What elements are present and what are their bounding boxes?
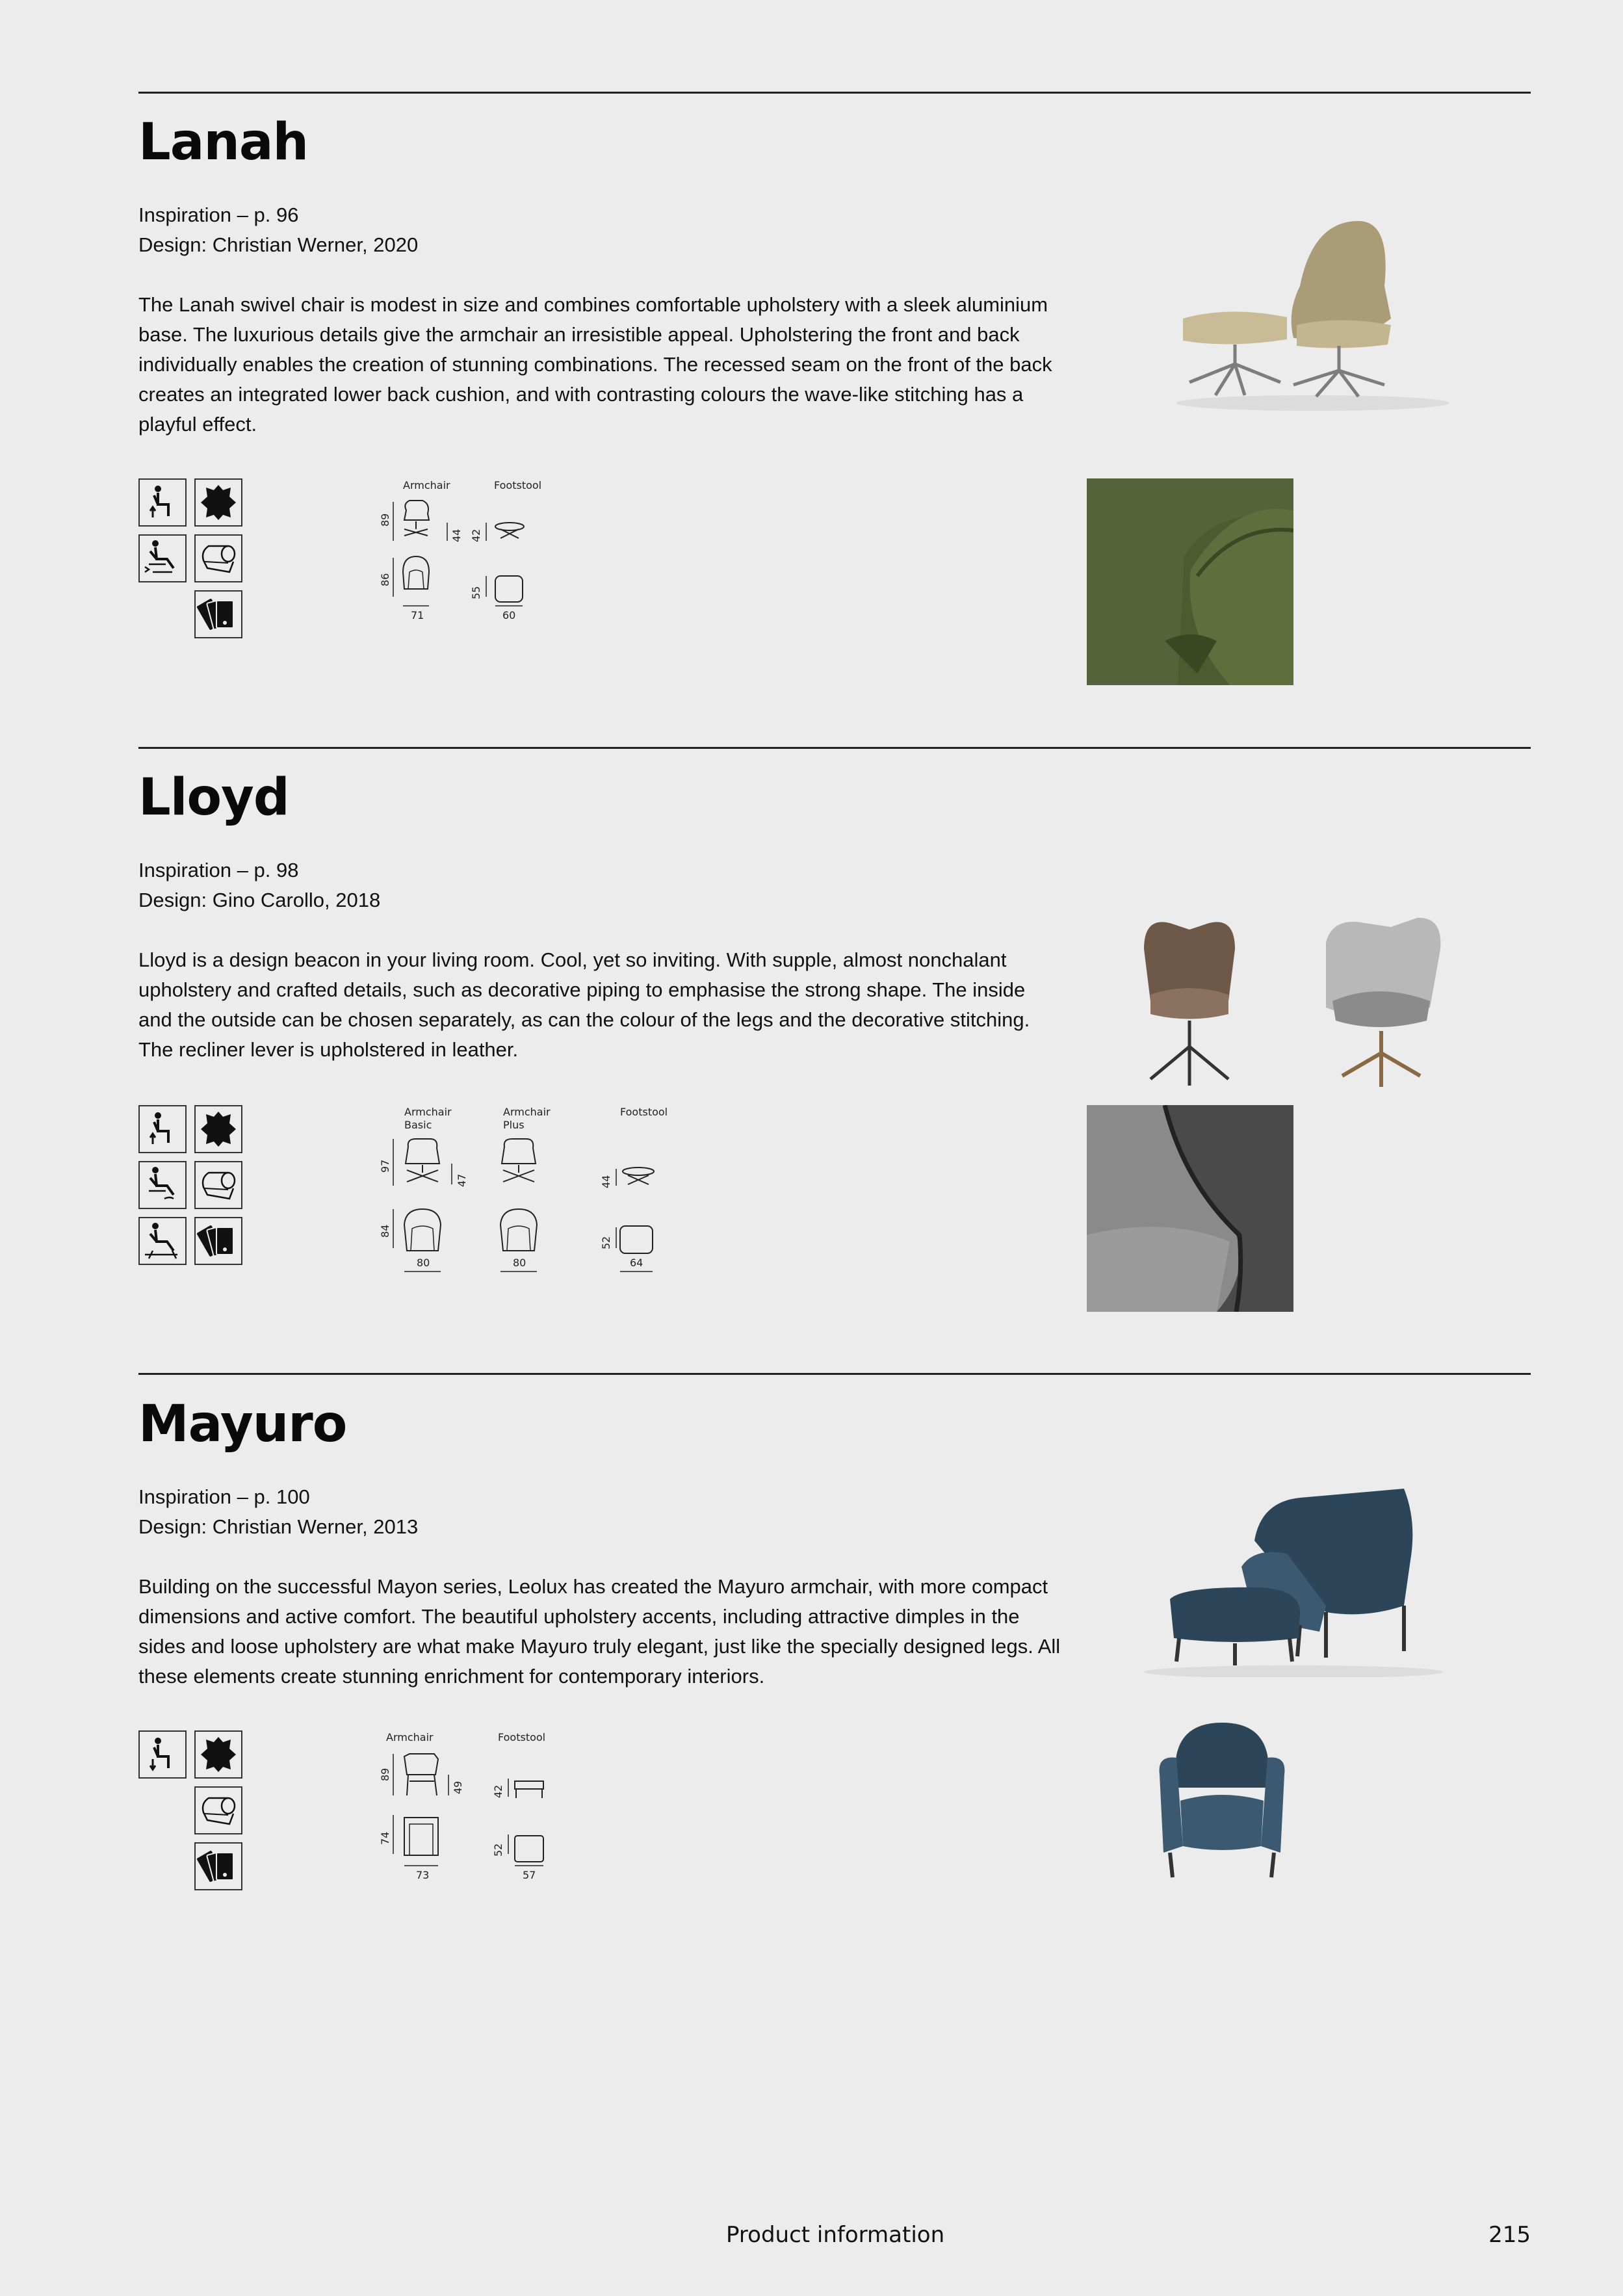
- dimension-drawings: [370, 475, 578, 631]
- inspiration-reference[interactable]: Inspiration – p. 96: [138, 203, 299, 226]
- dimension-value: 74: [379, 1831, 391, 1845]
- dimension-value: 60: [502, 609, 516, 621]
- dimension-value: 52: [600, 1236, 612, 1249]
- dimension-value: 84: [379, 1224, 391, 1238]
- recliner-lever-icon: [138, 1217, 187, 1265]
- dimension-value: 44: [600, 1175, 612, 1188]
- designer-credit: Design: Gino Carollo, 2018: [138, 889, 381, 911]
- product-description: Lloyd is a design beacon in your living room. Cool, yet so inviting. With supple, almost nonchalant upholstery and crafted details, such as decorative piping to emphasise the strong shape. The inside and the outside can be chosen separately, as can the colour of the legs and the decorative stitching. The recliner lever is upholstered in leather.: [138, 948, 1030, 1061]
- dimension-label: Armchair: [386, 1731, 434, 1743]
- product-photo: [1163, 208, 1462, 416]
- section-divider: [138, 92, 1531, 94]
- dimension-label: Armchair: [403, 479, 450, 491]
- dimension-value: 49: [452, 1781, 464, 1794]
- dimension-value: 57: [523, 1869, 536, 1881]
- leather-hide-icon: [194, 1105, 242, 1153]
- product-description: The Lanah swivel chair is modest in size and combines comfortable upholstery with a sleek aluminium base. The luxurious details give the armchair an irresistible appeal. Upholstering the front and back individually enables the creation of stunning combinations. The recessed seam on the front of the back creates an integrated lower back cushion, and with contrasting colours the wave-like stitching has a playful effect.: [138, 293, 1052, 436]
- colour-swatches-icon: [194, 1842, 242, 1890]
- upholstery-detail-photo: [1087, 1105, 1293, 1312]
- dimension-value: 89: [379, 1768, 391, 1781]
- dimension-value: 44: [450, 528, 463, 542]
- dimension-value: 86: [379, 573, 391, 586]
- dimension-value: 64: [630, 1257, 643, 1269]
- dimension-value: 80: [417, 1257, 430, 1269]
- page-number: 215: [1488, 2222, 1531, 2248]
- dimension-value: 97: [379, 1159, 391, 1173]
- dimension-label: Armchair: [503, 1106, 551, 1118]
- swivel-seat-icon: [138, 1105, 187, 1153]
- recliner-icon: [138, 534, 187, 582]
- dimension-drawings: [370, 1727, 578, 1889]
- dimension-label: Footstool: [620, 1106, 668, 1118]
- recliner-icon: [138, 1161, 187, 1209]
- product-title: Mayuro: [138, 1395, 347, 1454]
- upholstery-detail-photo: [1087, 478, 1293, 685]
- fabric-roll-icon: [194, 534, 242, 582]
- section-divider: [138, 747, 1531, 749]
- designer-credit: Design: Christian Werner, 2020: [138, 233, 419, 256]
- fixed-seat-icon: [138, 1730, 187, 1779]
- dimension-label: Armchair: [404, 1106, 452, 1118]
- swivel-seat-icon: [138, 478, 187, 527]
- product-photo: [1118, 904, 1482, 1092]
- dimension-value: 80: [513, 1257, 526, 1269]
- product-title: Lloyd: [138, 768, 289, 827]
- dimension-value: 73: [416, 1869, 430, 1881]
- leather-hide-icon: [194, 478, 242, 527]
- dimension-label: Plus: [503, 1119, 525, 1131]
- dimension-value: 71: [411, 609, 424, 621]
- dimension-drawings: [370, 1101, 695, 1283]
- fabric-roll-icon: [194, 1161, 242, 1209]
- colour-swatches-icon: [194, 1217, 242, 1265]
- inspiration-reference[interactable]: Inspiration – p. 98: [138, 859, 299, 881]
- dimension-value: 52: [492, 1843, 504, 1857]
- dimension-label: Footstool: [494, 479, 542, 491]
- colour-swatches-icon: [194, 590, 242, 638]
- section-divider: [138, 1373, 1531, 1375]
- dimension-label: Basic: [404, 1119, 432, 1131]
- dimension-value: 42: [492, 1784, 504, 1798]
- dimension-value: 42: [470, 528, 482, 542]
- dimension-value: 47: [456, 1173, 468, 1187]
- product-title: Lanah: [138, 113, 309, 172]
- product-description: Building on the successful Mayon series, Leolux has created the Mayuro armchair, with more compact dimensions and active comfort. The beautiful upholstery accents, including attractive dimples in the sides and loose upholstery are what make Mayuro truly elegant, just like the specially designed legs. All these elements create stunning enrichment for contemporary interiors.: [138, 1575, 1061, 1688]
- product-photo: [1131, 1482, 1456, 1677]
- dimension-value: 55: [470, 586, 482, 599]
- inspiration-reference[interactable]: Inspiration – p. 100: [138, 1485, 310, 1508]
- designer-credit: Design: Christian Werner, 2013: [138, 1515, 419, 1538]
- dimension-label: Footstool: [498, 1731, 546, 1743]
- footer-section-label: Product information: [726, 2222, 945, 2248]
- dimension-value: 89: [379, 513, 391, 527]
- product-photo: [1150, 1716, 1306, 1885]
- fabric-roll-icon: [194, 1786, 242, 1834]
- leather-hide-icon: [194, 1730, 242, 1779]
